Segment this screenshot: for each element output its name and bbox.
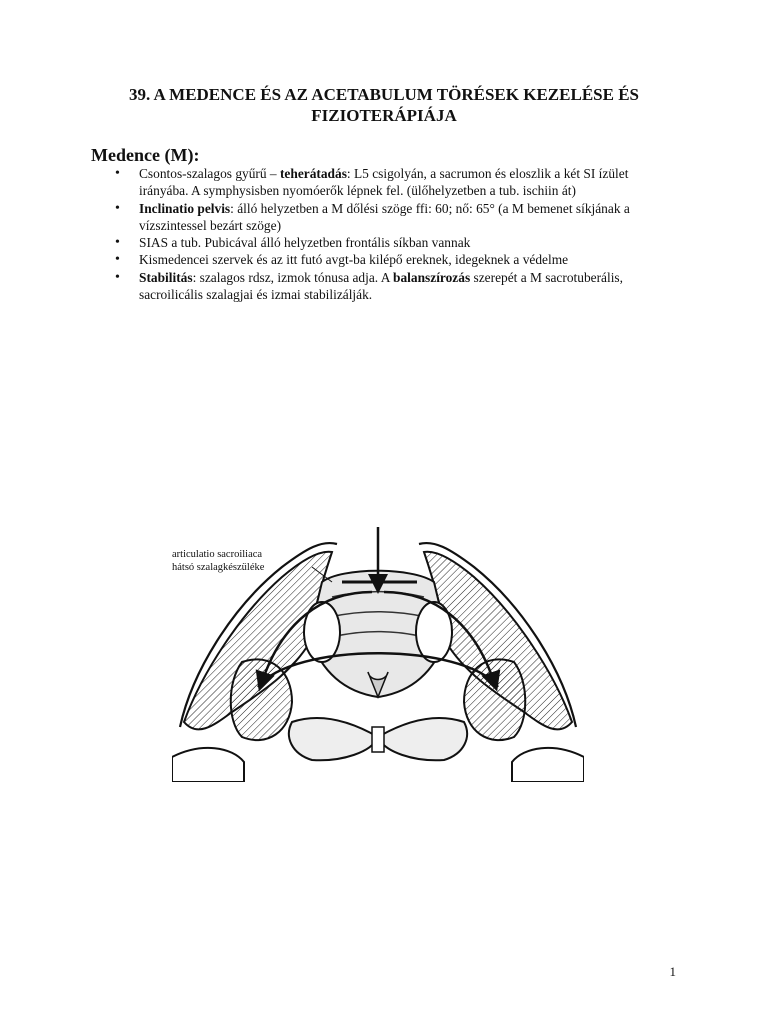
section-heading: Medence (M):: [91, 145, 200, 165]
pelvis-illustration: [172, 522, 584, 782]
bullet-list: [113, 165, 673, 303]
right-acetabulum: [464, 659, 525, 740]
page-number: 1: [669, 964, 676, 979]
pubic-ramus-right: [378, 718, 467, 760]
list-item: • Csontos-szalagos gyűrű – teherátadás: L5 csigolyán, a sacrumon és eloszlik a két SI ízület irányába. A symphysisben nyomóerők lépnek fel. (ülőhelyzetben a tub. ischiin át): [113, 165, 673, 200]
list-item: • Kismedencei szervek és az itt futó avgt-ba kilépő ereknek, idegeknek a védelme: [113, 251, 673, 268]
left-acetabulum: [231, 659, 292, 740]
figure-label: articulatio sacroiliaca hátsó szalagkészüléke: [172, 549, 265, 573]
list-item: • Stabilitás: szalagos rdsz, izmok tónusa adja. A balanszírozás szerepét a M sacrotuberális, sacroilicális szalagjai és izmai stabilizálják.: [113, 269, 673, 304]
pubic-symphysis: [372, 727, 384, 752]
pubic-ramus-left: [289, 718, 378, 760]
page-title: 39. A MEDENCE ÉS AZ ACETABULUM TÖRÉSEK KEZELÉSE ÉS FIZIOTERÁPIÁJA: [129, 85, 639, 125]
list-item: • Inclinatio pelvis: álló helyzetben a M dőlési szöge ffi: 60; nő: 65° (a M bemenet síkjának a vízszintessel bezárt szöge): [113, 200, 673, 235]
list-item: • SIAS a tub. Pubicával álló helyzetben frontális síkban vannak: [113, 234, 673, 251]
